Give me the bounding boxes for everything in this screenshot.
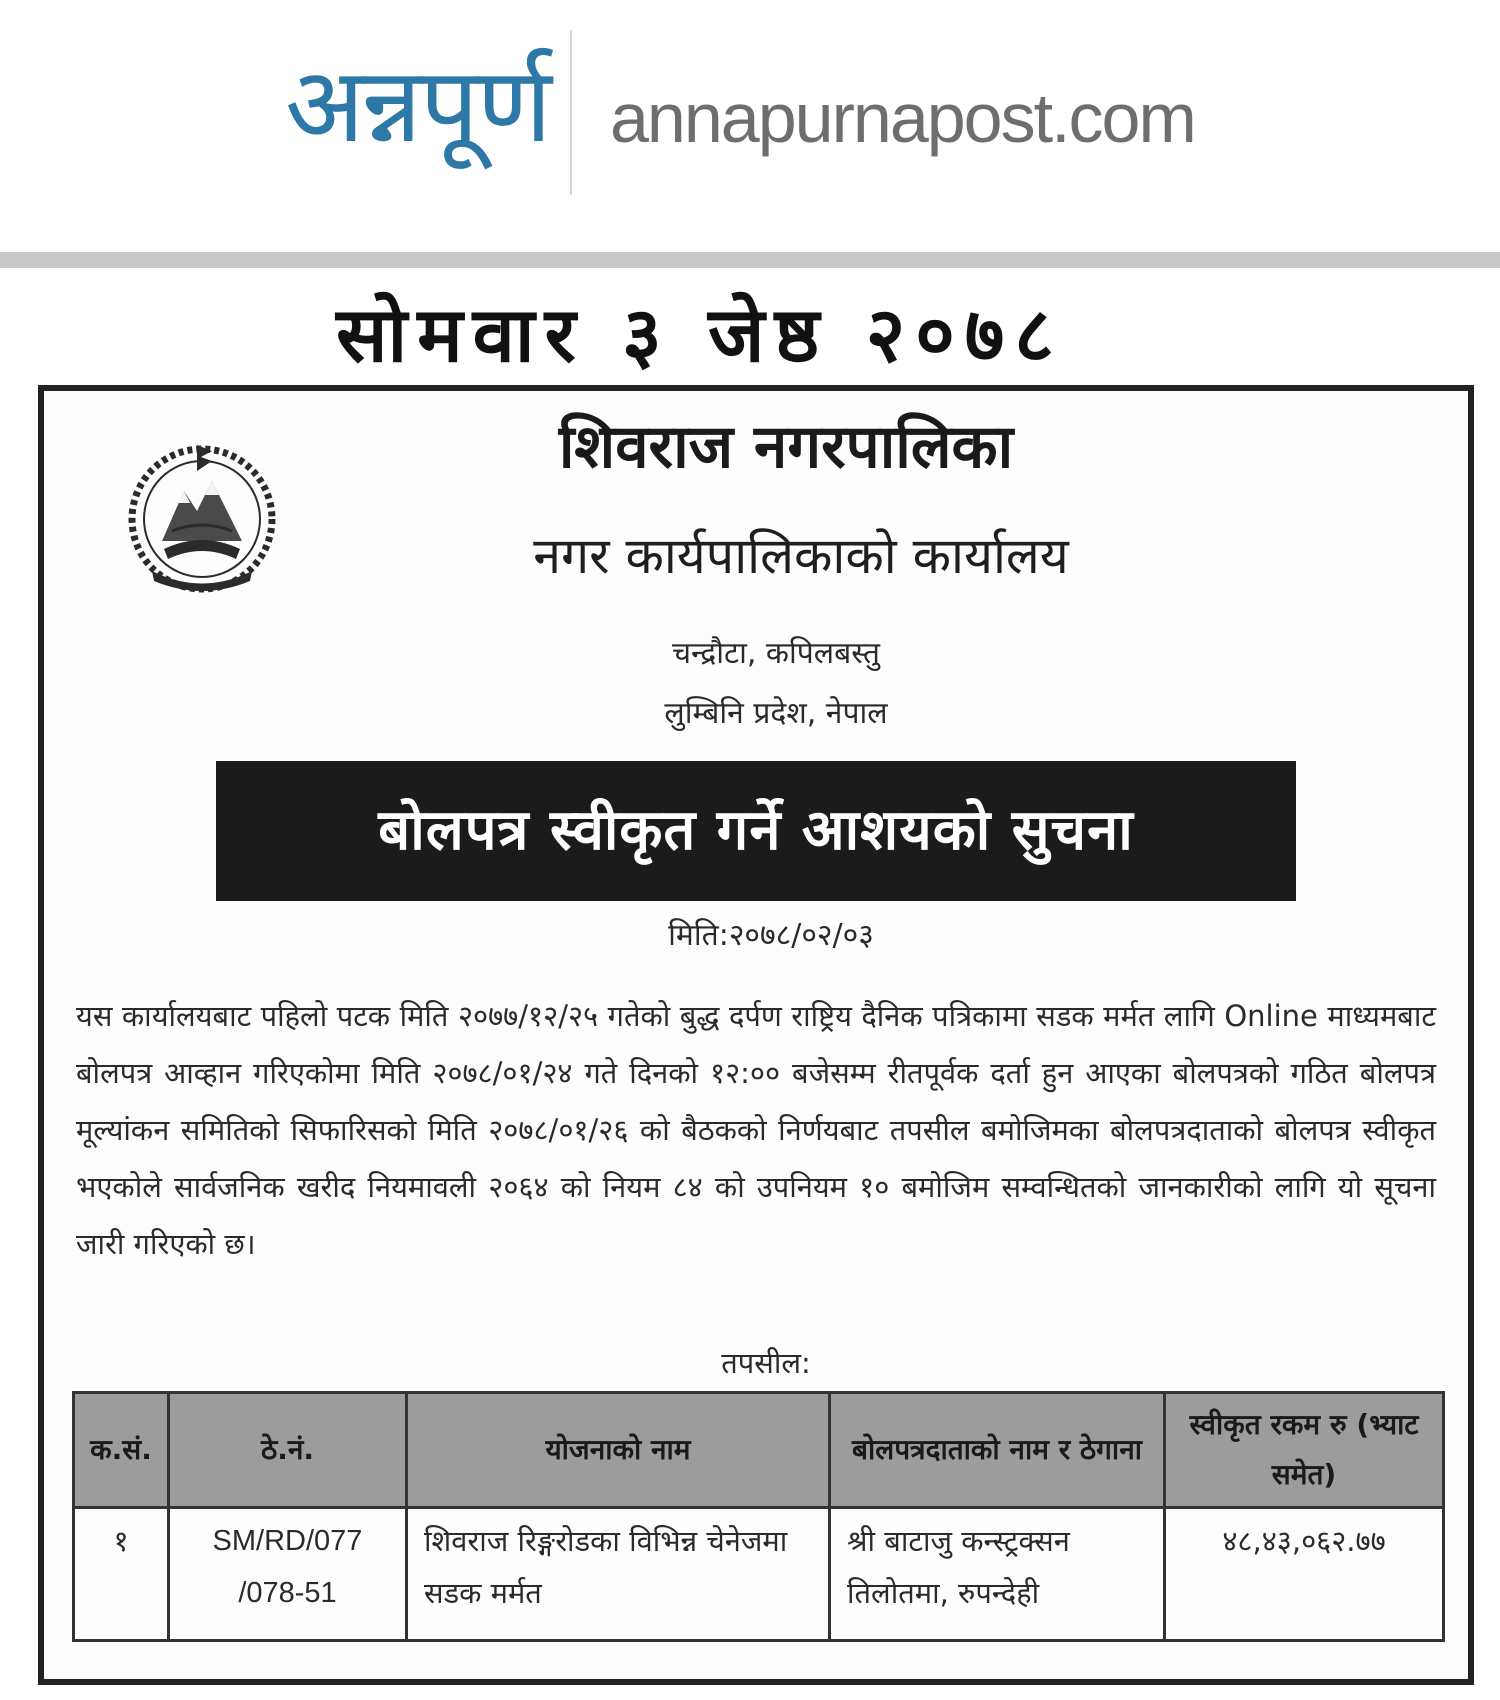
newspaper-logo-nepali: अन्नपूर्ण [285,44,551,166]
bidder-name: श्री बाटाजु कन्स्ट्रक्सन [847,1524,1070,1558]
contract-number-line2: /078-51 [238,1577,337,1609]
office-address-line1: चन्द्रौटा, कपिलबस्तु [671,636,881,671]
row-contract-number [169,1508,407,1641]
details-label: तपसील: [721,1346,811,1380]
table-header-row [74,1393,1444,1508]
masthead-divider [570,30,572,195]
row-project-name: शिवराज रिङ्गरोडका विभिन्न चेनेजमा सडक मर्मत [407,1508,830,1641]
row-bidder [830,1508,1165,1641]
award-table [72,1391,1445,1642]
header-approved-amount: स्वीकृत रकम रु (भ्याट समेत) [1165,1393,1444,1508]
public-notice [38,385,1474,1685]
header-contract-number: ठे.नं. [169,1393,407,1508]
office-name: शिवराज नगरपालिका [558,412,1014,482]
table-row [74,1508,1444,1641]
row-serial-number: १ [74,1508,169,1641]
row-approved-amount: ४८,४३,०६२.७७ [1165,1508,1444,1641]
notice-title: बोलपत्र स्वीकृत गर्ने आशयको सुचना [378,798,1134,863]
notice-body: यस कार्यालयबाट पहिलो पटक मिति २०७७/१२/२५ गतेको बुद्ध दर्पण राष्ट्रिय दैनिक पत्रिकामा सडक मर्मत लागि Online माध्यमबाट बोलपत्र आव्हान गरिएकोमा मिति २०७८/०१/२४ गते दिनको १२:०० बजेसम्म रीतपूर्वक दर्ता हुन आएका बोलपत्रको गठित बोलपत्र मूल्यांकन समितिको सिफारिसको मिति २०७८/०१/२६ को बैठकको निर्णयबाट तपसील बमोजिमका बोलपत्रदाताको बोलपत्र स्वीकृत भएकोले सार्वजनिक खरीद नियमावली २०६४ को नियम ८४ को उपनियम १० बमोजिम सम्वन्धितको जानकारीको लागि यो सूचना जारी गरिएको छ। [76,999,1436,1261]
contract-number-line1: SM/RD/077 [212,1525,363,1557]
office-subtitle: नगर कार्यपालिकाको कार्यालय [533,527,1069,585]
header-serial-number: क.सं. [74,1393,169,1508]
bidder-address: तिलोतमा, रुपन्देही [847,1576,1040,1610]
header-bidder-name-address: बोलपत्रदाताको नाम र ठेगाना [830,1393,1165,1508]
newspaper-url: annapurnapost.com [610,79,1195,157]
masthead-rule [0,252,1500,268]
notice-date: मिति:२०७८/०२/०३ [668,918,874,953]
office-address-line2: लुम्बिनि प्रदेश, नेपाल [664,696,888,731]
publication-date: सोमवार ३ जेष्ठ २०७८ [336,290,1064,379]
header-project-name: योजनाको नाम [407,1393,830,1508]
notice-title-banner [216,761,1296,901]
newspaper-masthead [0,0,1500,250]
